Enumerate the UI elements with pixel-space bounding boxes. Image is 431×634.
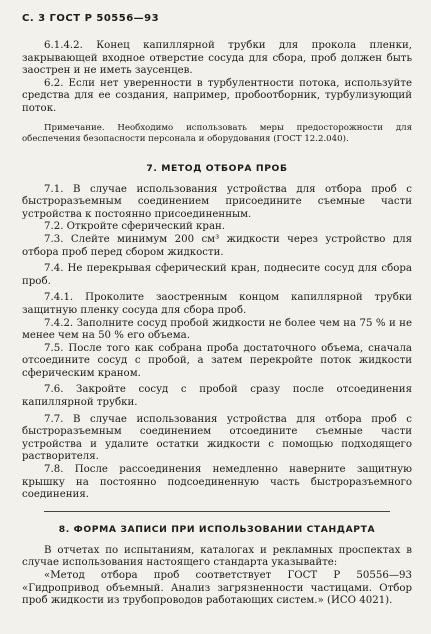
- paragraph-7-4: 7.4. Не перекрывая сферический кран, поднесите сосуд для сбора проб.: [22, 263, 412, 287]
- paragraph-6-1-4-2: 6.1.4.2. Конец капиллярной трубки для прокола пленки, закрывающей входное отверстие сосуда для сбора, проб должен быть заострен и не иметь заусенцев.: [22, 40, 412, 77]
- page-header: С. 3 ГОСТ Р 50556—93: [22, 13, 160, 24]
- paragraph-8-record: «Метод отбора проб соответствует ГОСТ Р 50556—93 «Гидропривод объемный. Анализ загрязненности частицами. Отбор проб жидкости из трубопроводов работающих систем.» (ИСО 4021).: [22, 570, 412, 607]
- note: Примечание. Необходимо использовать меры предосторожности для обеспечения безопасности персонала и оборудования (ГОСТ 12.2.040).: [22, 122, 412, 144]
- paragraph-7-5: 7.5. После того как собрана проба достаточного объема, сначала отсоедините сосуд с пробой, а затем перекройте поток жидкости сферическим краном.: [22, 342, 412, 379]
- paragraph-6-2: 6.2. Если нет уверенности в турбулентности потока, используйте средства для ее создания, например, пробоотборник, турбулизующий поток.: [22, 77, 412, 114]
- divider-line: [44, 511, 390, 512]
- paragraph-7-8: 7.8. После рассоединения немедленно наверните защитную крышку на постоянно подсоединенную часть быстроразъемного соединения.: [22, 464, 412, 501]
- paragraph-7-6: 7.6. Закройте сосуд с пробой сразу после отсоединения капиллярной трубки.: [22, 384, 412, 409]
- paragraph-7-4-1: 7.4.1. Проколите заостренным концом капиллярной трубки защитную пленку сосуда для сбора проб.: [22, 292, 412, 316]
- section-7-heading: 7. МЕТОД ОТБОРА ПРОБ: [146, 162, 288, 174]
- paragraph-7-3: 7.3. Слейте минимум 200 см³ жидкости через устройство для отбора проб перед сбором жидкости.: [22, 233, 412, 258]
- section-8-heading: 8. ФОРМА ЗАПИСИ ПРИ ИСПОЛЬЗОВАНИИ СТАНДАРТА: [58, 523, 376, 535]
- paragraph-8-intro: В отчетах по испытаниям, каталогах и рекламных проспектах в случае использования настоящего стандарта указывайте:: [22, 544, 412, 569]
- paragraph-7-1: 7.1. В случае использования устройства для отбора проб с быстроразъемным соединением присоедините съемные части устройства к постоянно присоединенным.: [22, 183, 412, 220]
- paragraph-7-2: 7.2. Откройте сферический кран.: [44, 221, 226, 233]
- paragraph-7-7: 7.7. В случае использования устройства для отбора проб с быстроразъемным соединением отсоедините съемные части устройства и удалите остатки жидкости с помощью подходящего растворителя.: [22, 413, 412, 463]
- paragraph-7-4-2: 7.4.2. Заполните сосуд пробой жидкости не более чем на 75 % и не менее чем на 50 % его объема.: [22, 317, 412, 342]
- page-content: [22, 40, 412, 608]
